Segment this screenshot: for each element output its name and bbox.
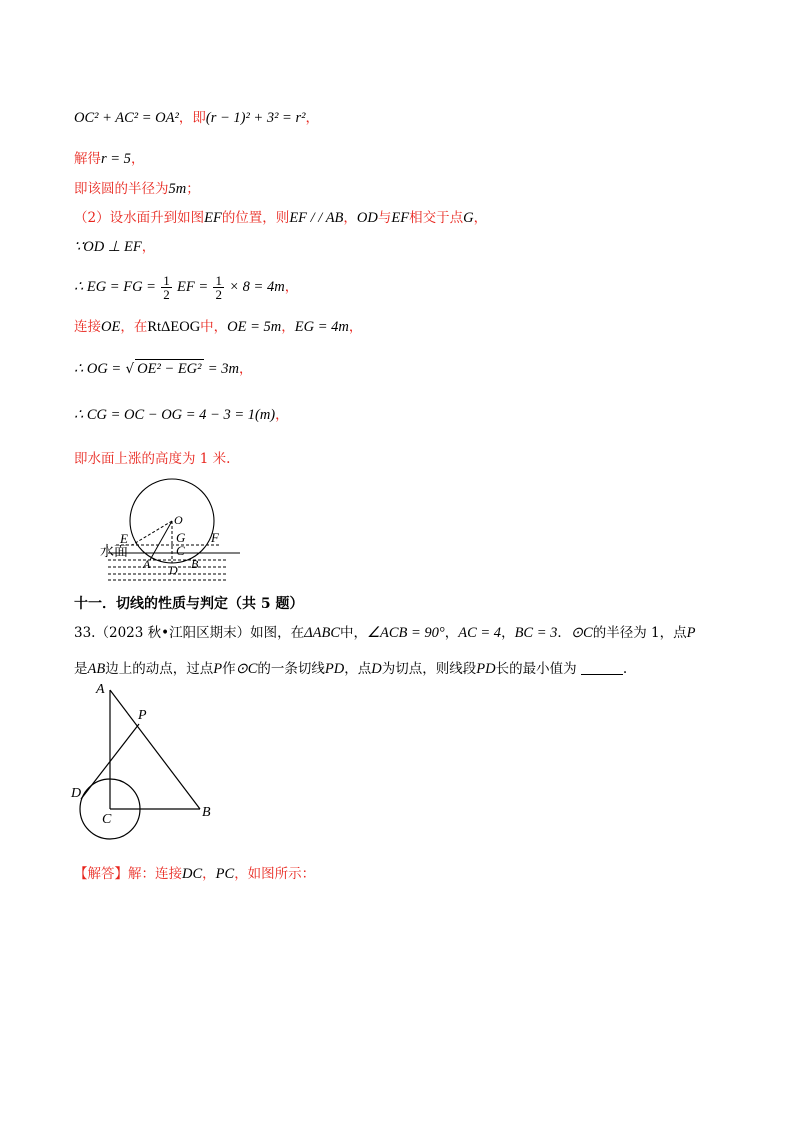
conclusion-line xyxy=(74,450,230,468)
text: （2）设水面升到如图 xyxy=(74,210,205,226)
label-d: D xyxy=(71,786,82,801)
text: 的半径为 1，点 xyxy=(592,625,687,641)
formula-part: = 3m xyxy=(207,361,239,377)
label-b: B xyxy=(191,557,199,571)
cg-line xyxy=(74,406,289,424)
triangle-circle-figure xyxy=(66,680,226,845)
text: ， xyxy=(501,625,515,641)
formula-part: EF = xyxy=(177,279,209,295)
text-radius: 即该圆的半径为 xyxy=(74,181,169,197)
text: ， xyxy=(343,210,357,226)
math-parallel: EF / / AB xyxy=(289,210,344,226)
math-oe-value: OE = 5m xyxy=(227,319,282,335)
perpendicular-line xyxy=(74,238,155,256)
eg-fg-line xyxy=(74,274,298,301)
label-d: D xyxy=(169,563,178,577)
math: BC = 3 xyxy=(514,625,558,641)
punctuation: ， xyxy=(284,279,299,295)
label-g: G xyxy=(176,530,186,545)
formula-r: r = 5 xyxy=(101,151,131,167)
text-conclusion: 即水面上涨的高度为 1 米. xyxy=(74,451,231,467)
numerator: 1 xyxy=(215,273,222,288)
text: ， xyxy=(444,625,459,641)
problem-33-line-2 xyxy=(74,660,627,678)
formula-radius-equation: (r − 1)² + 3² = r² xyxy=(205,110,306,126)
text: ， xyxy=(202,866,216,882)
formula-part: ∴ OG = xyxy=(74,361,122,377)
label-a: A xyxy=(96,682,105,697)
denominator: 2 xyxy=(163,287,170,302)
label-a: A xyxy=(143,557,151,571)
math: ∠ACB = 90° xyxy=(367,625,445,641)
water-label: 水面 xyxy=(100,545,128,560)
text: ，在 xyxy=(120,319,148,335)
label-o: O xyxy=(174,513,183,527)
connect-oe-line xyxy=(74,318,362,336)
punctuation: ； xyxy=(186,181,200,197)
formula-part: ∴ EG = FG = xyxy=(74,279,156,295)
text: 解：连接 xyxy=(128,866,182,882)
math: AB xyxy=(87,661,106,677)
math-pc: PC xyxy=(215,866,235,882)
solve-line xyxy=(74,150,144,168)
math: P xyxy=(686,625,696,641)
label-b: B xyxy=(202,805,211,820)
text: 的位置，则 xyxy=(221,210,290,226)
text: （2023 秋•江阳区期末）如图，在 xyxy=(95,625,305,641)
text-connector: ，即 xyxy=(178,110,206,126)
answer-blank xyxy=(581,660,623,675)
denominator: 2 xyxy=(215,287,222,302)
text: 边上的动点，过点 xyxy=(105,661,214,677)
formula-pythagoras: OC² + AC² = OA² xyxy=(74,110,179,126)
text: ，如图所示： xyxy=(234,866,316,882)
text: 是 xyxy=(74,661,88,677)
text: ． xyxy=(557,625,571,641)
water-circle-figure xyxy=(70,475,240,585)
math-ef: EF xyxy=(204,210,222,226)
text: 相交于点 xyxy=(409,210,464,226)
formula-cg: ∴ CG = OC − OG = 4 − 3 = 1(m) xyxy=(74,407,276,423)
label-p: P xyxy=(138,708,147,723)
label-f: F xyxy=(211,530,219,545)
text: ， xyxy=(473,210,488,226)
equation-line-1 xyxy=(74,109,319,127)
segment-oe xyxy=(132,521,172,545)
math: D xyxy=(371,661,382,677)
math: PD xyxy=(324,661,345,677)
section-title xyxy=(74,595,304,613)
radicand: OE² − EG² xyxy=(137,361,202,377)
problem-number: 33. xyxy=(74,625,96,641)
text: 作 xyxy=(222,661,236,677)
math-od: OD xyxy=(356,210,378,226)
answer-line xyxy=(74,865,315,883)
fraction-half xyxy=(161,274,172,301)
label-c: C xyxy=(102,812,112,827)
text: 与 xyxy=(377,210,392,226)
text: ， xyxy=(281,319,295,335)
numerator: 1 xyxy=(163,273,170,288)
math: ⊙C xyxy=(570,625,593,641)
label-e: E xyxy=(120,531,128,546)
text: 连接 xyxy=(74,319,101,335)
math-triangle: RtΔEOG xyxy=(147,319,201,335)
punctuation: ， xyxy=(275,407,289,423)
math-dc: DC xyxy=(182,866,203,882)
math-g: G xyxy=(463,210,474,226)
label-c: C xyxy=(176,543,185,558)
og-line: ∴ OG = √ OE² − EG² = 3m， xyxy=(74,361,253,377)
text: . xyxy=(622,661,628,677)
text-solve: 解得 xyxy=(74,151,101,167)
math: ⊙C xyxy=(235,661,258,677)
math: PD xyxy=(476,661,496,677)
punctuation: ， xyxy=(305,110,319,126)
math: P xyxy=(213,661,223,677)
punctuation: ， xyxy=(238,361,253,377)
text: ， xyxy=(348,319,363,335)
fraction-half xyxy=(213,274,224,301)
section-title-text: 十一．切线的性质与判定（共 5 题） xyxy=(74,596,304,612)
text: 中， xyxy=(200,319,228,335)
math-eg-value: EG = 4m xyxy=(294,319,349,335)
text: 为切点，则线段 xyxy=(381,661,477,677)
text: 长的最小值为 xyxy=(495,661,577,677)
math: ΔABC xyxy=(304,625,341,641)
math: AC = 4 xyxy=(458,625,502,641)
punctuation: ， xyxy=(130,151,145,167)
radius-conclusion-line xyxy=(74,180,200,198)
text: ，点 xyxy=(344,661,372,677)
part2-setup-line xyxy=(74,209,487,227)
text: 中， xyxy=(340,625,368,641)
punctuation: ， xyxy=(141,239,156,255)
segment-oa xyxy=(150,521,172,560)
radius-value: 5m xyxy=(168,181,187,197)
problem-33-line-1 xyxy=(74,624,695,642)
math-oe: OE xyxy=(101,319,121,335)
side-ab xyxy=(110,690,200,809)
formula-part: × 8 = 4m xyxy=(229,279,285,295)
formula-perpendicular: ∵OD ⊥ EF xyxy=(74,239,142,255)
text: 的一条切线 xyxy=(257,661,325,677)
answer-tag: 【解答】 xyxy=(74,866,128,882)
math-ef: EF xyxy=(391,210,410,226)
